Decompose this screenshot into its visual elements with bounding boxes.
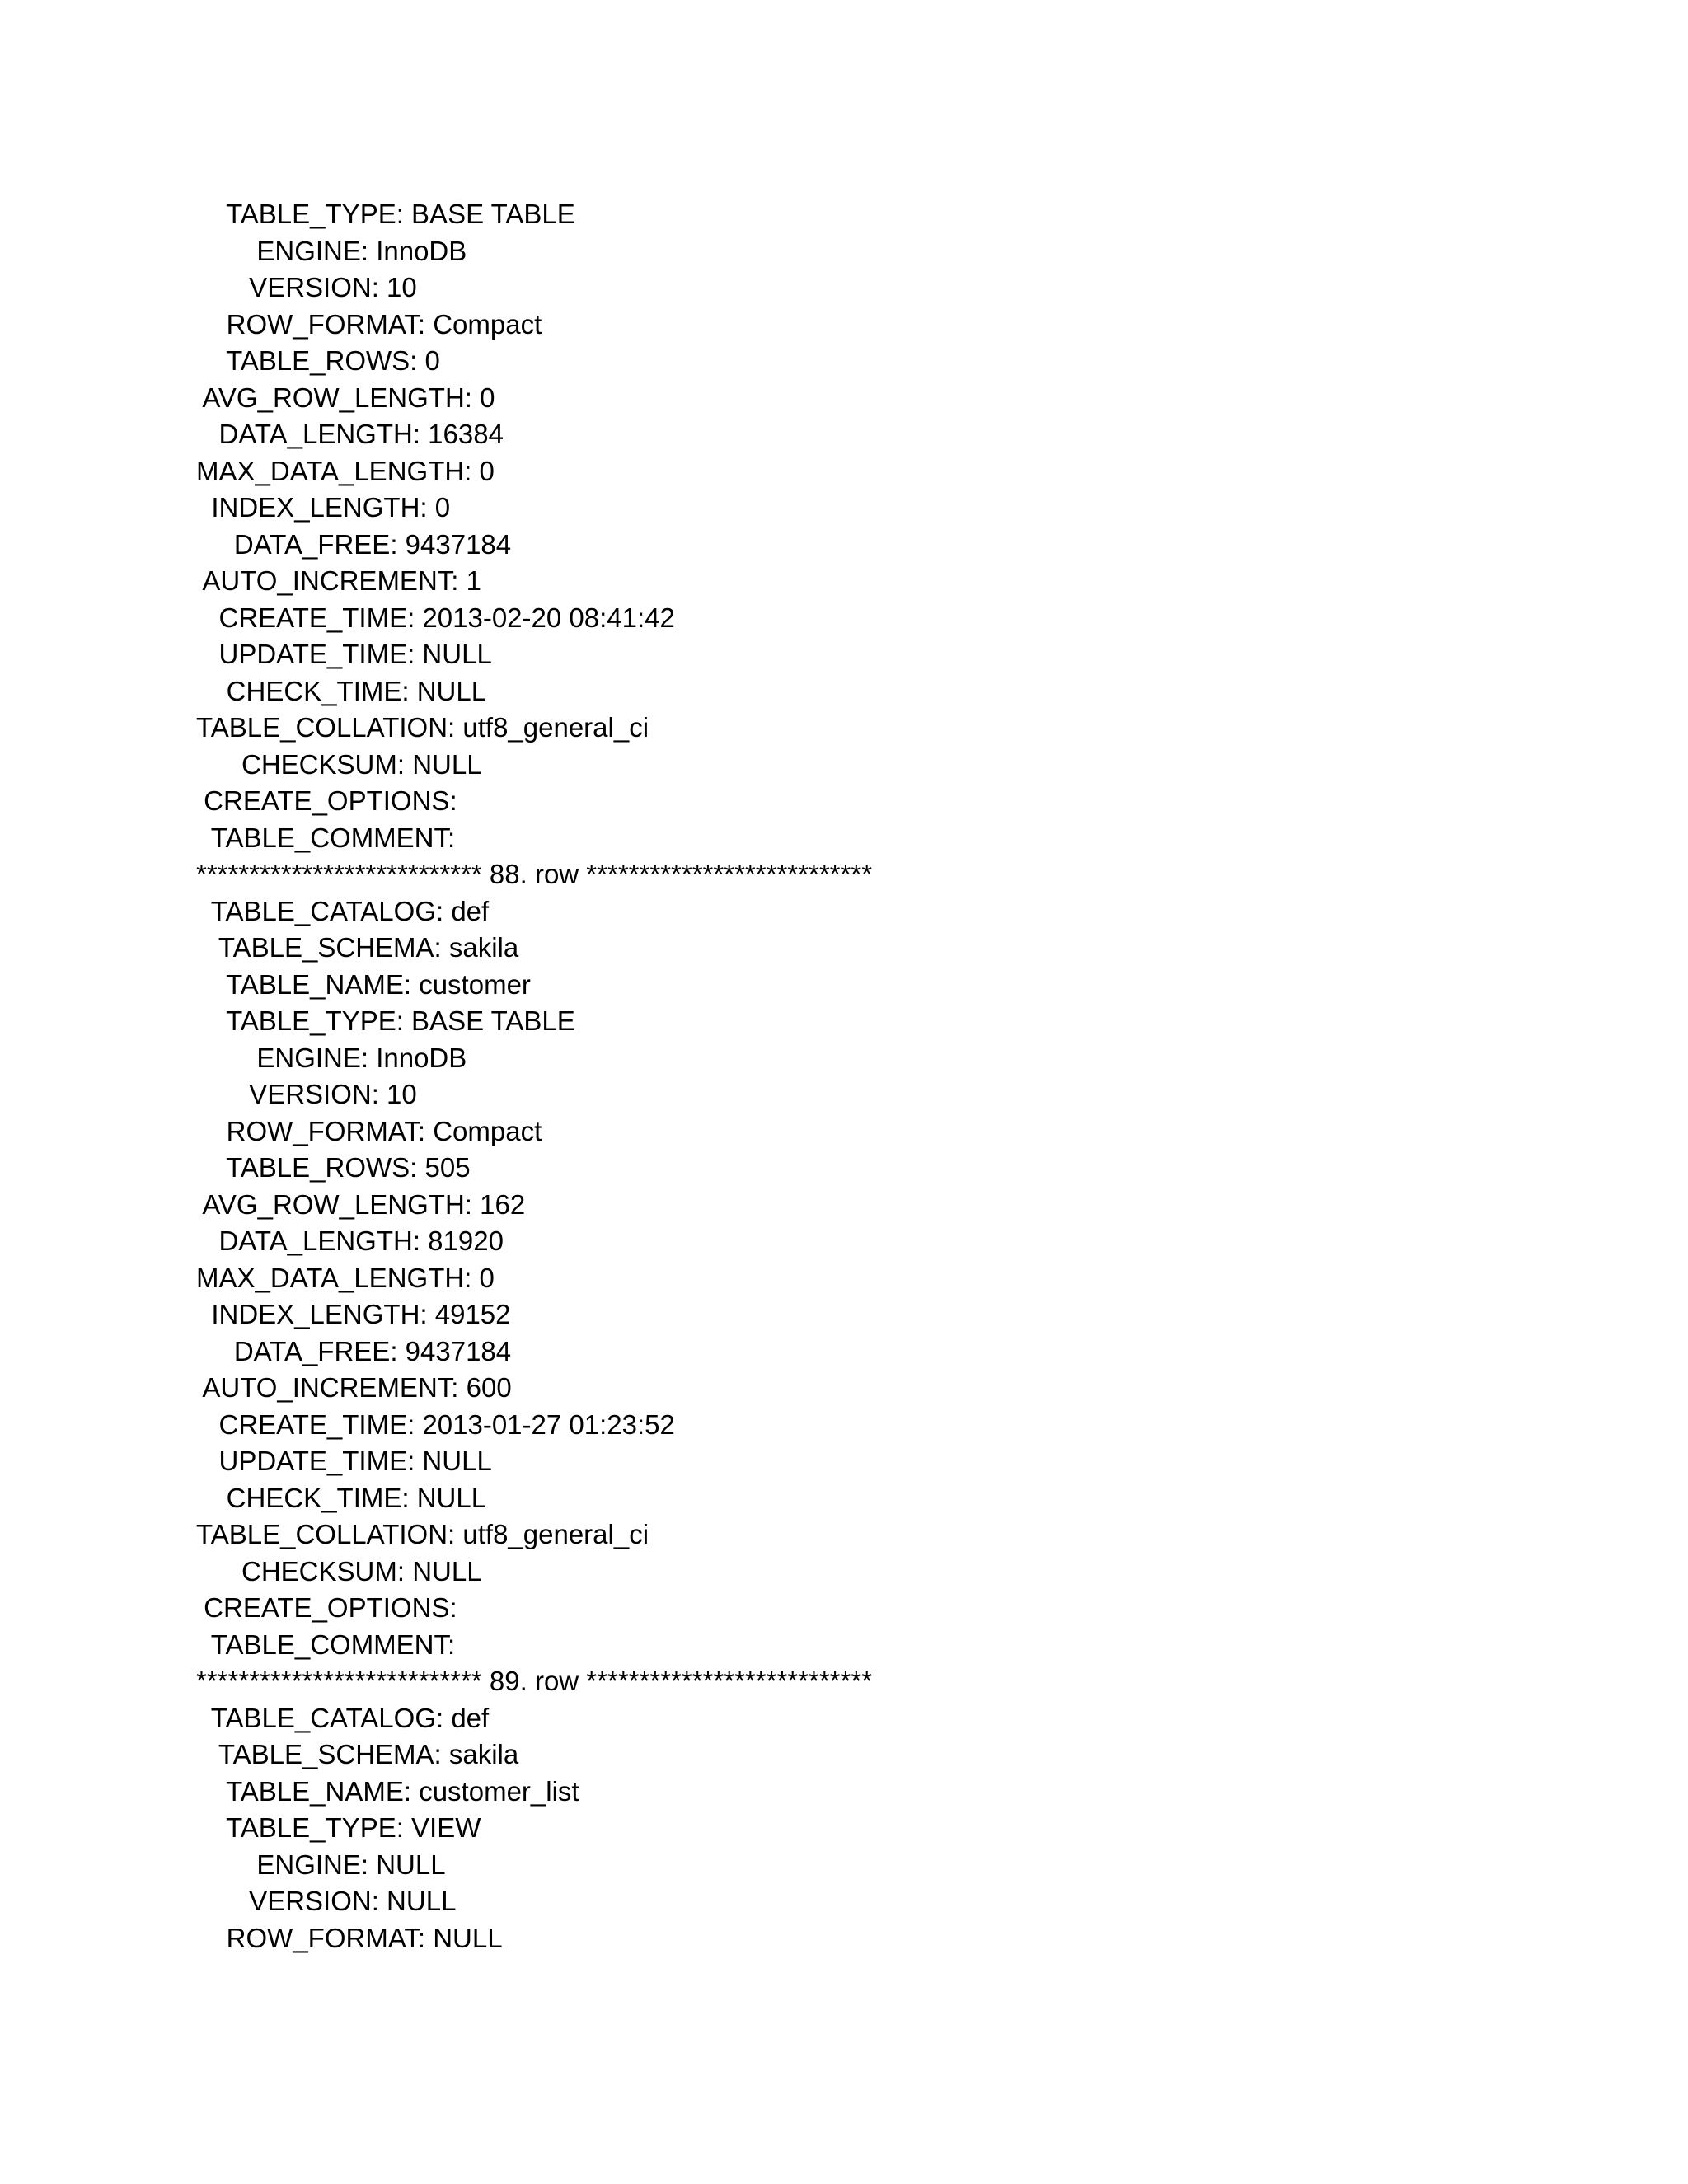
- text-line: TABLE_SCHEMA: sakila: [196, 1739, 519, 1769]
- text-line: TABLE_COMMENT:: [196, 1629, 456, 1660]
- text-line: VERSION: NULL: [196, 1886, 457, 1916]
- text-line: ENGINE: InnoDB: [196, 235, 467, 266]
- text-line: VERSION: 10: [196, 272, 417, 302]
- text-line: AVG_ROW_LENGTH: 0: [196, 382, 495, 413]
- text-line: TABLE_TYPE: BASE TABLE: [196, 199, 575, 229]
- text-line: DATA_FREE: 9437184: [196, 1335, 512, 1366]
- text-line: DATA_FREE: 9437184: [196, 528, 512, 560]
- text-line: TABLE_ROWS: 0: [196, 345, 440, 376]
- text-line: AUTO_INCREMENT: 1: [196, 565, 481, 596]
- text-line: TABLE_CATALOG: def: [196, 895, 490, 926]
- text-line: TABLE_ROWS: 505: [196, 1152, 471, 1183]
- text-line: MAX_DATA_LENGTH: 0: [196, 455, 495, 486]
- text-line: ROW_FORMAT: NULL: [196, 1922, 503, 1953]
- document-body: [196, 196, 1515, 1957]
- text-line: UPDATE_TIME: NULL: [196, 639, 492, 669]
- text-line: INDEX_LENGTH: 49152: [196, 1299, 511, 1329]
- text-line: TABLE_CATALOG: def: [196, 1702, 490, 1733]
- text-line: TABLE_SCHEMA: sakila: [196, 932, 519, 963]
- text-line: CHECK_TIME: NULL: [196, 675, 487, 706]
- text-line: CHECK_TIME: NULL: [196, 1482, 487, 1513]
- text-line: ENGINE: NULL: [196, 1849, 446, 1880]
- text-line: DATA_LENGTH: 16384: [196, 419, 504, 449]
- text-line: TABLE_TYPE: VIEW: [196, 1812, 481, 1843]
- text-line: ROW_FORMAT: Compact: [196, 308, 542, 340]
- text-line: TABLE_NAME: customer: [196, 968, 531, 1000]
- text-line: CREATE_OPTIONS:: [196, 785, 457, 816]
- text-line: UPDATE_TIME: NULL: [196, 1446, 492, 1476]
- text-line: AUTO_INCREMENT: 600: [196, 1372, 512, 1403]
- text-line: TABLE_TYPE: BASE TABLE: [196, 1005, 575, 1036]
- text-line: CREATE_OPTIONS:: [196, 1592, 457, 1623]
- text-line: TABLE_COMMENT:: [196, 822, 456, 853]
- row-separator-line: *************************** 89. row ***************************: [196, 1666, 873, 1696]
- text-line: CREATE_TIME: 2013-02-20 08:41:42: [196, 602, 675, 633]
- text-line: DATA_LENGTH: 81920: [196, 1226, 504, 1256]
- text-line: ROW_FORMAT: Compact: [196, 1115, 542, 1146]
- text-line: TABLE_NAME: customer_list: [196, 1775, 579, 1807]
- text-line: CHECKSUM: NULL: [196, 1555, 482, 1586]
- text-line: VERSION: 10: [196, 1079, 417, 1109]
- text-line: TABLE_COLLATION: utf8_general_ci: [196, 712, 649, 743]
- text-line: ENGINE: InnoDB: [196, 1042, 467, 1073]
- text-line: TABLE_COLLATION: utf8_general_ci: [196, 1519, 649, 1549]
- text-line: INDEX_LENGTH: 0: [196, 492, 451, 523]
- text-line: CHECKSUM: NULL: [196, 748, 482, 780]
- text-line: MAX_DATA_LENGTH: 0: [196, 1262, 495, 1293]
- text-line: AVG_ROW_LENGTH: 162: [196, 1188, 526, 1220]
- row-separator-line: *************************** 88. row ***************************: [196, 859, 873, 889]
- text-line: CREATE_TIME: 2013-01-27 01:23:52: [196, 1408, 675, 1440]
